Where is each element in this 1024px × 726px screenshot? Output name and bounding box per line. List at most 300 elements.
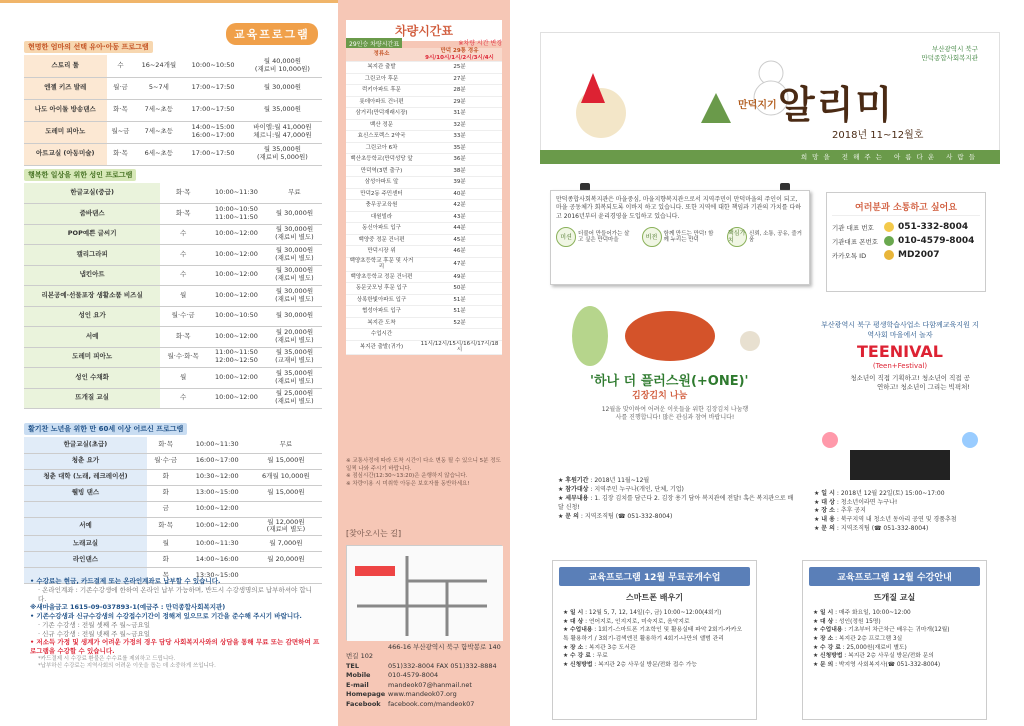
contact-row-value: MD2007 <box>898 250 940 260</box>
info-value: 복지관 2층 프로그램 3실 <box>838 636 903 643</box>
program-time: 17:00~17:50 <box>183 143 243 165</box>
note-line: • 기존수강생과 신규수강생의 수강접수기간이 정해져 있으므로 기간을 준수해 주시기 바랍니다. <box>30 612 302 621</box>
program-time: 10:00~12:00 <box>206 265 267 286</box>
info-sep: : <box>833 662 839 669</box>
contact-line <box>346 690 502 699</box>
program-time: 17:00~17:50 <box>183 99 243 121</box>
free-class-header: 교육프로그램 12월 무료공개수업 <box>559 567 750 586</box>
contact-row <box>832 222 980 232</box>
stop-time: 27분 <box>417 73 502 85</box>
program-time: 10:00~10:50 11:00~11:50 <box>206 204 267 225</box>
info-value: 복지관 2층 사무실 방문/전화 접수 가능 <box>598 662 697 669</box>
free-class-info <box>553 609 756 670</box>
info-sep: : <box>833 636 839 643</box>
stop-name: 대원빌라 <box>346 211 417 223</box>
program-time: 10:00~12:00 <box>185 517 250 536</box>
program-days: 화·목 <box>160 327 206 348</box>
program-name: 냅킨아트 <box>24 265 160 286</box>
table-row <box>24 224 322 245</box>
stop-name: 협성아파트 입구 <box>346 306 417 318</box>
stop-time: 50분 <box>417 283 502 295</box>
bus-row <box>346 306 502 318</box>
bus-row <box>346 211 502 223</box>
info-row: ★ 내 용 : 북구지역 내 청소년 동아리 공연 및 경품추첨 <box>814 516 957 524</box>
program-days: 월~금 <box>107 121 135 143</box>
program-fee: 월 40,000원 (재료비 10,000원) <box>243 55 322 77</box>
education-title: 교육프로그램 <box>226 23 318 45</box>
value-item <box>642 227 719 247</box>
stop-time: 46분 <box>417 246 502 258</box>
program-fee: 무료 <box>250 437 322 453</box>
route-times: 9시/10시/1시/2시/3시/4시 <box>425 54 494 61</box>
contact-line <box>346 643 502 662</box>
stop-time: 38분 <box>417 165 502 177</box>
phone-icon <box>884 236 894 246</box>
kimchi-title: '하나 더 플러스원(+ONE)' <box>590 374 749 389</box>
teenival-title: TEENIVAL <box>857 342 943 361</box>
table-row <box>24 485 322 501</box>
contact-row-label: 기관 대표 번호 <box>832 223 874 232</box>
map-title: [찾아오시는 길] <box>346 529 402 538</box>
phone-icon <box>884 250 894 260</box>
info-label: 참가대상 <box>565 486 589 493</box>
program-name: 라인댄스 <box>24 552 147 568</box>
program-name: 성인 요가 <box>24 306 160 327</box>
stop-time: 35분 <box>417 142 502 154</box>
program-fee: 월 15,000원 <box>250 485 322 501</box>
bus-head-route <box>417 48 502 62</box>
program-time: 10:00~11:30 <box>206 183 267 204</box>
program-time: 10:00~12:00 <box>206 224 267 245</box>
bus-row <box>346 234 502 246</box>
teenival-info <box>814 490 957 533</box>
info-label: 대 상 <box>821 498 835 506</box>
program-days: 수 <box>160 224 206 245</box>
stop-name: 충무공교육원 <box>346 200 417 212</box>
info-label: 수업내용 <box>820 627 843 634</box>
program-days: 화·목 <box>147 437 185 453</box>
contact-value: 466-16 부산광역시 북구 함박봉로 140번길 102 <box>346 643 501 661</box>
slogan: 희망을 전해주는 아름다운 사람들 <box>800 153 980 161</box>
info-label: 문 의 <box>821 524 835 532</box>
table-row <box>24 121 322 143</box>
program-age: 5~7세 <box>134 77 183 99</box>
program-days: 월·수·금 <box>147 453 185 469</box>
stop-time: 51분 <box>417 306 502 318</box>
info-sep: : <box>588 495 595 502</box>
value-text: 더불어 만들어가는 살고 싶은 만덕마을 <box>578 230 630 244</box>
program-days: 화·목 <box>160 183 206 204</box>
note-line: · 온라인계좌 : 기존수강생에 한하여 온라인 납부 가능하며, 반드시 수강생명의로 납부하셔야 합니다. <box>38 585 312 603</box>
program-time: 13:30~15:00 <box>185 568 250 584</box>
route-head: 만덕 29통 경유 <box>440 48 479 54</box>
stop-time: 47분 <box>417 257 502 271</box>
program-name: 캘리그라피 <box>24 245 160 266</box>
info-label: 수 강 료 <box>570 653 591 660</box>
program-time: 10:00~12:00 <box>206 388 267 409</box>
info-sep: : <box>590 653 597 660</box>
info-label: 수업내용 <box>570 627 593 634</box>
location-map <box>346 545 502 640</box>
bus-row <box>346 200 502 212</box>
info-value: 박지영 사회복지사(☎ 051-332-8004) <box>838 662 941 669</box>
bus-row <box>346 62 502 74</box>
class-guide-box <box>802 560 987 720</box>
stop-time: 44분 <box>417 223 502 235</box>
info-value: 25,000원(재료비 별도) <box>846 644 907 651</box>
free-class-subject: 스마트폰 배우기 <box>626 593 683 602</box>
program-name: 서예 <box>24 517 147 536</box>
bus-row <box>346 340 502 354</box>
issue-date: 2018년 11~12월호 <box>832 130 924 141</box>
program-days: 월 <box>147 536 185 552</box>
info-value: 1. 김장 김치를 담근다 2. 김장 용기 담아 복지관에 전달! 혹은 복지관으로 배달 신청! <box>558 495 794 511</box>
value-item <box>727 227 804 247</box>
table-row <box>24 99 322 121</box>
info-sep: : <box>592 627 599 634</box>
program-name: 서예 <box>24 327 160 348</box>
program-age: 6세~초등 <box>134 143 183 165</box>
program-days: 월 <box>160 286 206 307</box>
table-row <box>24 143 322 165</box>
contact-line <box>346 671 502 680</box>
program-name: 한글교실(초급) <box>24 437 147 453</box>
map-drawing <box>347 546 503 641</box>
info-row: ★ 참가대상 : 지역주민 누구나(개인, 단체, 기업) <box>558 486 684 493</box>
stop-name: 롯데아파트 건너편 <box>346 96 417 108</box>
senior-programs-title: 활기찬 노년을 위한 만 60세 이상 어르신 프로그램 <box>24 423 187 435</box>
info-sep: : <box>834 524 841 532</box>
info-label: 신청방법 <box>570 662 593 669</box>
info-value: 복지관 3층 도서관 <box>588 644 636 651</box>
program-fee: 월 30,000원 (재료비 별도) <box>267 286 322 307</box>
program-fee: 월 30,000원 (재료비 별도) <box>267 265 322 286</box>
table-row <box>24 368 322 389</box>
table-row <box>24 501 322 517</box>
teenival-tagline: 청소년이 직접 기획하고! 청소년이 직접 공연하고! 청소년이 그리는 빅픽처! <box>850 374 970 392</box>
note-line: • 수강료는 현금, 카드결제 또는 온라인계좌로 납부할 수 있습니다. <box>30 577 221 585</box>
info-row: ★ 대 상 : 청소년이라면 누구나! <box>814 498 898 506</box>
info-value: 2018년 12월 22일(토) 15:00~17:00 <box>840 490 945 497</box>
table-row <box>24 388 322 409</box>
bus-row <box>346 131 502 143</box>
table-row <box>24 347 322 368</box>
senior-programs-table <box>24 437 322 584</box>
info-label: 대 상 <box>570 618 584 625</box>
stop-time: 33분 <box>417 131 502 143</box>
contact-value: 010-4579-8004 <box>388 671 439 680</box>
info-value: 12월 5, 7, 12, 14일(수, 금) 10:00~12:00(4회기) <box>588 610 722 616</box>
program-name: 웰빙 댄스 <box>24 485 147 501</box>
program-days: 월 <box>160 368 206 389</box>
contact-row-value: 010-4579-8004 <box>898 236 975 246</box>
program-fee: 월 35,000원 <box>243 99 322 121</box>
program-time: 13:00~15:00 <box>185 485 250 501</box>
program-time: 10:00~11:30 <box>185 437 250 453</box>
adult-programs-title: 행복한 일상을 위한 성인 프로그램 <box>24 169 136 181</box>
intro-card <box>550 190 810 285</box>
bus-row <box>346 283 502 295</box>
program-days: 목 <box>147 568 185 584</box>
stop-name: 효신스포렉스 2약국 <box>346 131 417 143</box>
table-row <box>24 286 322 307</box>
info-sep: : <box>588 486 595 493</box>
kimchi-event <box>550 296 796 552</box>
masthead-title: 알리미 <box>778 82 895 127</box>
table-row <box>24 265 322 286</box>
info-sep: : <box>578 513 585 520</box>
program-fee: 월 35,000원 (재료비 5,000원) <box>243 143 322 165</box>
bus-row <box>346 188 502 200</box>
program-name: 뜨개질 교실 <box>24 388 160 409</box>
program-time: 10:00~12:00 <box>185 501 250 517</box>
info-row: ★ 일 시 : 12월 5, 7, 12, 14일(수, 금) 10:00~12:00(4회기) <box>563 610 722 616</box>
bus-change-note: ※차량 시간 변경 <box>458 40 502 47</box>
stop-time: 31분 <box>417 108 502 120</box>
contact-row-label: 카카오톡 ID <box>832 251 867 260</box>
bus-row <box>346 329 502 341</box>
bus-row <box>346 96 502 108</box>
info-row: ★ 신청방법 : 복지관 2층 사무실 방문/전화 접수 가능 <box>563 662 697 669</box>
program-days: 수 <box>160 265 206 286</box>
program-name: POP예쁜 글씨기 <box>24 224 160 245</box>
program-days: 월·수·화·목 <box>160 347 206 368</box>
program-fee: 월 20,000원 <box>250 552 322 568</box>
info-value: 2018년 11월~12월 <box>594 477 650 484</box>
senior-programs <box>24 423 322 584</box>
info-sep: : <box>834 507 841 515</box>
info-value: 연어지로, 인지지로, 미숙지로, 음악지로 <box>588 618 690 625</box>
info-row: ★ 장 소 : 복지관 3층 도서관 <box>563 644 636 651</box>
info-row: ★ 문 의 : 지역조직팀 (☎ 051-332-8004) <box>558 513 673 520</box>
bus-row <box>346 257 502 271</box>
program-name: 리본공예·선물포장 생활소품 비즈실 <box>24 286 160 307</box>
info-value: 복지관 2층 사무실 방문/전화 문의 <box>848 653 934 660</box>
bus-notes <box>346 458 502 489</box>
info-sep: : <box>834 516 841 524</box>
teenival-subtitle: (Teen+Festival) <box>872 362 928 370</box>
program-name: 엔젤 키즈 발레 <box>24 77 107 99</box>
stop-name: 복지관 도착 <box>346 317 417 329</box>
class-guide-subject: 뜨개질 교실 <box>873 593 916 602</box>
stop-name: 그린코아 후문 <box>346 73 417 85</box>
info-row: ★ 일 시 : 2018년 12월 22일(토) 15:00~17:00 <box>814 490 945 497</box>
bus-row <box>346 223 502 235</box>
note-line: · 신규 수강생 : 전월 넷째 주 월~금요일 <box>38 629 151 638</box>
bus-note: ※ 교통사정에 따라 도착 시간이 다소 변동 될 수 있으니 5분 정도 일찍 나와 주시기 바랍니다. <box>346 458 501 472</box>
info-label: 내 용 <box>821 516 835 524</box>
value-badge: 미션 <box>556 227 576 247</box>
stop-time: 32분 <box>417 119 502 131</box>
program-time: 17:00~17:50 <box>183 77 243 99</box>
contact-info <box>346 643 502 709</box>
note-line: • 저소득 가정 및 생계가 어려운 가정의 경우 담당 사회복지사와의 상담을 통해 무료 또는 감면하여 프로그램을 수강할 수 있습니다. <box>30 638 320 656</box>
bus-title: 차량시간표 <box>346 20 502 41</box>
stop-name: 백산 정문 <box>346 119 417 131</box>
stop-time: 25분 <box>417 62 502 74</box>
program-days: 화·목 <box>107 99 135 121</box>
info-sep: : <box>588 477 595 484</box>
info-row: ★ 후원기간 : 2018년 11월~12월 <box>558 477 650 484</box>
info-sep: : <box>834 498 841 506</box>
payment-notes <box>30 577 320 671</box>
program-fee: 바이엘:월 41,000원 체르니:월 47,000원 <box>243 121 322 143</box>
stop-time: 28분 <box>417 85 502 97</box>
program-fee: 월 30,000원 <box>267 306 322 327</box>
info-value: 추후 공지 <box>840 507 866 515</box>
kimchi-info <box>558 476 794 521</box>
program-fee: 월 7,000원 <box>250 536 322 552</box>
info-row: ★ 일 시 : 매주 화요일, 10:00~12:00 <box>813 610 911 616</box>
program-days: 화·목 <box>147 517 185 536</box>
info-value: 지역주민 누구나(개인, 단체, 기업) <box>594 486 684 493</box>
phone-icon <box>884 222 894 232</box>
program-time: 14:00~16:00 <box>185 552 250 568</box>
stop-time: 51분 <box>417 294 502 306</box>
stop-name: 백산초등학교(만덕성당 앞 <box>346 154 417 166</box>
program-age: 7세~초등 <box>134 121 183 143</box>
bus-row <box>346 177 502 189</box>
info-label: 후원기간 <box>565 477 589 484</box>
table-row <box>24 469 322 485</box>
bus-row <box>346 246 502 258</box>
program-fee: 월 35,000원 (재료비 별도) <box>267 368 322 389</box>
stop-time: 40분 <box>417 188 502 200</box>
program-name: 노래교실 <box>24 536 147 552</box>
program-time: 16:00~17:00 <box>185 453 250 469</box>
info-label: 장 소 <box>820 636 834 643</box>
contact-value: 051)332-8004 FAX 051)332-8884 <box>388 661 497 670</box>
stop-name: 백양초등학교 정문 건너편 <box>346 271 417 283</box>
info-label: 일 시 <box>570 610 584 616</box>
kimchi-description: 12월을 맞이하여 어려운 이웃들을 위한 김장김치 나눔행사를 진행합니다! 많은 관심과 참여 바랍니다! <box>601 406 749 422</box>
info-label: 세부내용 <box>565 495 589 502</box>
stop-name: 만덕역(3번 출구) <box>346 165 417 177</box>
value-badge: 핵심가치 <box>727 227 747 247</box>
table-row <box>24 453 322 469</box>
contact-label: TEL <box>346 661 360 670</box>
free-class-box <box>552 560 757 720</box>
program-fee: 월 30,000원 (재료비 별도) <box>267 245 322 266</box>
program-fee: 무료 <box>267 183 322 204</box>
program-fee: 월 30,000원 <box>243 77 322 99</box>
stop-time: 43분 <box>417 211 502 223</box>
values-row <box>556 227 804 247</box>
program-fee: 월 15,000원 <box>250 453 322 469</box>
program-days: 화 <box>147 485 185 501</box>
program-name: 스토리 툴 <box>24 55 107 77</box>
contact-value: facebook.com/mandeok07 <box>388 699 475 708</box>
education-panel <box>0 0 338 726</box>
contact-label: Homepage <box>346 690 386 699</box>
info-label: 대 상 <box>820 618 834 625</box>
stop-name: 복지관 출발 <box>346 62 417 74</box>
stop-time: 36분 <box>417 154 502 166</box>
table-row <box>24 327 322 348</box>
newsletter-panel <box>510 0 1024 726</box>
stop-time: 39분 <box>417 177 502 189</box>
table-row <box>24 245 322 266</box>
info-sep: : <box>834 490 841 497</box>
info-row: ★ 신청방법 : 복지관 2층 사무실 방문/전화 문의 <box>813 653 934 660</box>
table-row <box>24 55 322 77</box>
info-row: ★ 장 소 : 복지관 2층 프로그램 3실 <box>813 636 903 643</box>
contact-row-label: 기관대표 폰번호 <box>832 237 879 246</box>
bus-head-stop: 정류소 <box>346 48 417 62</box>
child-programs-table <box>24 55 322 166</box>
stop-time: 49분 <box>417 271 502 283</box>
contact-line <box>346 662 502 671</box>
program-time: 10:30~12:00 <box>185 469 250 485</box>
kimchi-subtitle: 김장김치 나눔 <box>632 391 688 401</box>
info-value: 기초부터 차근차근 배우는 귀마개(12월) <box>848 627 950 634</box>
contact-row <box>832 250 980 260</box>
bus-subtitle: 29인승 차량시간표 <box>346 38 402 49</box>
stop-name: 삼성아파트 앞 <box>346 177 417 189</box>
stop-time: 29분 <box>417 96 502 108</box>
program-fee: 월 35,000원 (교재비 별도) <box>267 347 322 368</box>
info-label: 일 시 <box>821 490 835 497</box>
info-value: 매주 화요일, 10:00~12:00 <box>838 610 911 616</box>
info-label: 장 소 <box>570 644 584 651</box>
info-value: 1회기-스마트폰 기초학인 및 활용실태 파악 2회기-카카오톡 활용하기 / 3회기-검색엔진 활용하기 4회기-나만의 앨범 관리 <box>563 627 743 643</box>
program-name: 성인 수채화 <box>24 368 160 389</box>
program-fee: 월 30,000원 <box>267 204 322 225</box>
program-time: 10:00~10:50 <box>183 55 243 77</box>
org-name: 부산광역시 북구 만덕종합사회복지관 <box>921 45 978 62</box>
masthead-small: 만덕지기 <box>738 100 777 111</box>
program-name: 청춘 대학 (노래, 레크레이션) <box>24 469 147 485</box>
program-days: 수 <box>107 55 135 77</box>
stop-name: 수업시간 <box>346 329 417 341</box>
info-sep: : <box>840 644 847 651</box>
kimchi-illustration <box>550 296 796 376</box>
info-row: ★ 수업내용 : 기초부터 차근차근 배우는 귀마개(12월) <box>813 627 950 634</box>
program-name: 도레미 피아노 <box>24 347 160 368</box>
program-time: 10:00~12:00 <box>206 327 267 348</box>
note-line: *카드결제 시 수강료 환불은 수수료를 제외하고 드립니다. <box>38 655 176 662</box>
stop-time: 45분 <box>417 234 502 246</box>
program-name: 아트교실 (아동미술) <box>24 143 107 165</box>
info-value: 북구지역 내 청소년 동아리 공연 및 경품추첨 <box>840 516 957 524</box>
info-sep: : <box>583 618 589 625</box>
program-name: 도레미 피아노 <box>24 121 107 143</box>
info-row: ★ 문 의 : 박지영 사회복지사(☎ 051-332-8004) <box>813 662 941 669</box>
program-name: 줌바댄스 <box>24 204 160 225</box>
info-row: ★ 수 강 료 : 무료 <box>563 653 608 660</box>
program-days: 수 <box>160 388 206 409</box>
value-text: 함께 만드는 만덕! 함께 누리는 만덕 <box>663 230 714 244</box>
info-label: 수 강 료 <box>820 644 841 651</box>
bus-row <box>346 108 502 120</box>
stage-illustration <box>810 410 990 490</box>
contact-card-title: 여러분과 소통하고 싶어요 <box>832 198 980 216</box>
program-days: 화·목 <box>107 143 135 165</box>
program-fee: 월 25,000원 (재료비 별도) <box>267 388 322 409</box>
program-name: 나도 아이돌 방송댄스 <box>24 99 107 121</box>
program-fee: 월 12,000원 (재료비 별도) <box>250 517 322 536</box>
intro-text: 만덕종합사회복지관은 마을중심, 마을지향복지관으로서 지역주민이 만덕마을의 주인이 되고, 마을 공동체가 회복되도록 이바지 하고 있습니다. 또한 지역에 대한 책임과 기관의 가치를 다하고 2016년부터 윤리경영을 도입하고 있습니다. <box>556 196 802 220</box>
stop-name: 그린코아 6차 <box>346 142 417 154</box>
stop-name: 동문굿모닝 후문 입구 <box>346 283 417 295</box>
bus-row <box>346 294 502 306</box>
bus-row <box>346 73 502 85</box>
info-label: 일 시 <box>820 610 834 616</box>
program-name <box>24 501 147 517</box>
program-time: 14:00~15:00 16:00~17:00 <box>183 121 243 143</box>
note-line: *납부하신 수강료는 지역사회의 어려운 이웃을 돕는 데 소중하게 쓰입니다. <box>38 663 216 670</box>
table-row <box>24 517 322 536</box>
